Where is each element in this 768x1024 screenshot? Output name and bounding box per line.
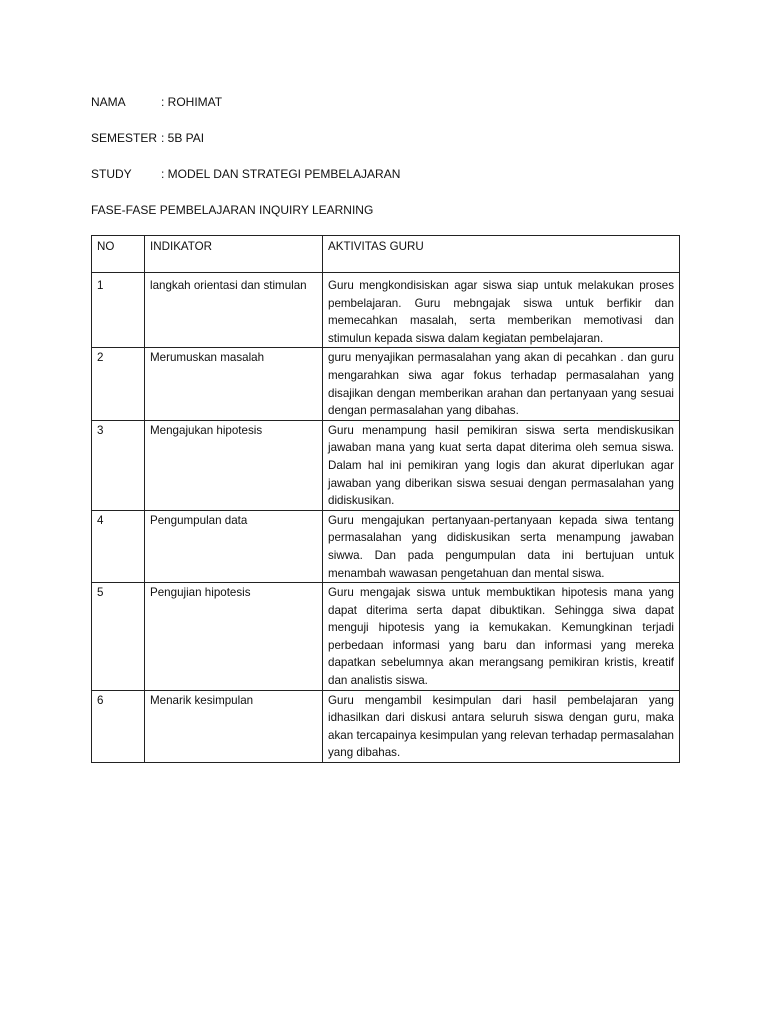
row-indikator: Pengujian hipotesis bbox=[145, 583, 323, 691]
row-indikator: Merumuskan masalah bbox=[145, 348, 323, 420]
column-header-aktivitas: AKTIVITAS GURU bbox=[323, 236, 680, 273]
table-row bbox=[92, 583, 680, 691]
row-number: 4 bbox=[92, 510, 145, 582]
row-indikator: Pengumpulan data bbox=[145, 510, 323, 582]
table-row bbox=[92, 420, 680, 510]
column-header-indikator: INDIKATOR bbox=[145, 236, 323, 273]
table-header-row bbox=[92, 236, 680, 273]
row-number: 2 bbox=[92, 348, 145, 420]
column-header-no: NO bbox=[92, 236, 145, 273]
row-number: 6 bbox=[92, 690, 145, 762]
nama-row bbox=[91, 94, 222, 110]
row-aktivitas: Guru mengkondisiskan agar siswa siap untuk melakukan proses pembelajaran. Guru mebngajak siswa untuk berfikir dan memecahkan masalah, serta memberikan memotivasi dan stimulun kepada siswa dalam kegiatan pembelajaran. bbox=[323, 273, 680, 348]
row-number: 1 bbox=[92, 273, 145, 348]
study-row bbox=[91, 166, 400, 182]
row-aktivitas: Guru mengajukan pertanyaan-pertanyaan kepada siwa tentang permasalahan yang didiskusikan serta menampung jawaban siwwa. Dan pada pengumpulan data ini bertujuan untuk menambah wawasan pengetahuan dan mental siswa. bbox=[323, 510, 680, 582]
nama-value: : ROHIMAT bbox=[161, 95, 223, 109]
study-value: : MODEL DAN STRATEGI PEMBELAJARAN bbox=[161, 167, 401, 181]
row-number: 5 bbox=[92, 583, 145, 691]
row-indikator: Menarik kesimpulan bbox=[145, 690, 323, 762]
table-row bbox=[92, 510, 680, 582]
semester-label: SEMESTER bbox=[91, 131, 158, 145]
row-aktivitas: Guru mengajak siswa untuk membuktikan hipotesis mana yang dapat diterima serta dapat dibuktikan. Sehingga siwa dapat menguji hipotesis yang ia kemukakan. Kemungkinan terjadi perbedaan informasi yang baru dan informasi yang mereka dapatkan sebelumnya akan merangsang pemikiran kristis, kreatif dan analistis siswa. bbox=[323, 583, 680, 691]
table-row bbox=[92, 348, 680, 420]
row-aktivitas: Guru mengambil kesimpulan dari hasil pembelajaran yang idhasilkan dari diskusi antara seluruh siswa dengan guru, maka akan tercapainya kesimpulan yang relevan terhadap permasalahan yang dibahas. bbox=[323, 690, 680, 762]
study-label: STUDY bbox=[91, 167, 132, 181]
row-aktivitas: guru menyajikan permasalahan yang akan di pecahkan . dan guru mengarahkan siwa agar fokus terhadap permasalahan yang disajikan dengan memberikan arahan dan pertanyaan yang sesuai dengan permasalahan yang dibahas. bbox=[323, 348, 680, 420]
semester-value: : 5B PAI bbox=[161, 131, 205, 145]
inquiry-phases-table bbox=[91, 235, 680, 763]
row-indikator: langkah orientasi dan stimulan bbox=[145, 273, 323, 348]
row-indikator: Mengajukan hipotesis bbox=[145, 420, 323, 510]
row-aktivitas: Guru menampung hasil pemikiran siswa serta mendiskusikan jawaban mana yang kuat serta dapat diterima oleh semua siswa. Dalam hal ini pemikiran yang logis dan akurat diperlukan agar jawaban yang diberikan siswa sesuai dengan permasalahan yang didiskusikan. bbox=[323, 420, 680, 510]
row-number: 3 bbox=[92, 420, 145, 510]
section-heading: FASE-FASE PEMBELAJARAN INQUIRY LEARNING bbox=[91, 203, 374, 217]
table-row bbox=[92, 690, 680, 762]
semester-row bbox=[91, 130, 204, 146]
nama-label: NAMA bbox=[91, 95, 126, 109]
table-row bbox=[92, 273, 680, 348]
